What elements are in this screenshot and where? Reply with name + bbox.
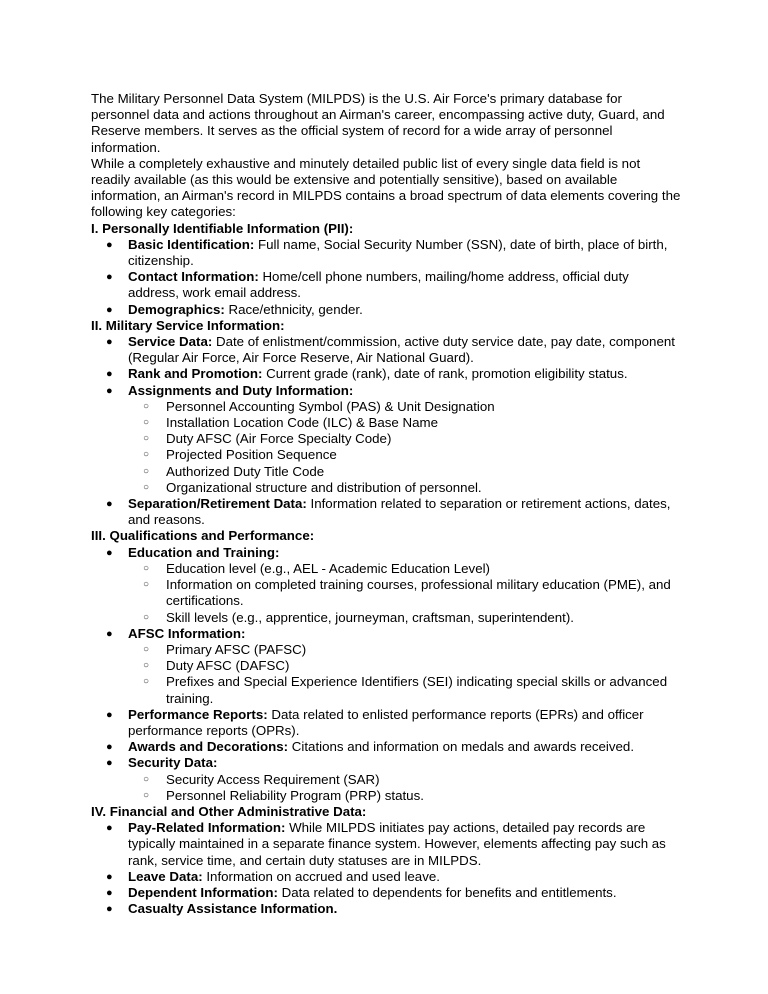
document-page (91, 91, 681, 917)
bullet-icon: ● (106, 903, 113, 916)
section-heading: III. Qualifications and Performance: (91, 528, 315, 544)
sub-item-text: Personnel Reliability Program (PRP) status. (166, 787, 424, 803)
circle-bullet-icon: ○ (143, 481, 150, 493)
list-item (91, 545, 681, 626)
list-item (91, 755, 681, 804)
bullet-icon: ● (106, 870, 113, 883)
section-heading: I. Personally Identifiable Information (PII): (91, 220, 354, 236)
sub-item-text: Duty AFSC (Air Force Specialty Code) (166, 431, 392, 447)
circle-bullet-icon: ○ (143, 676, 150, 688)
item-label: Rank and Promotion: (128, 366, 263, 382)
sub-bullet-list (128, 561, 681, 626)
item-label: Assignments and Duty Information: (128, 382, 354, 398)
sub-list-item (128, 464, 681, 480)
sub-item-text: Education level (e.g., AEL - Academic Education Level) (166, 560, 490, 576)
bullet-list (91, 237, 681, 318)
sub-list-item (128, 399, 681, 415)
item-label: Contact Information: (128, 269, 259, 285)
sub-bullet-list (128, 642, 681, 707)
bullet-icon: ● (106, 498, 113, 511)
sub-item-text: Security Access Requirement (SAR) (166, 771, 380, 787)
sub-list-item (128, 674, 681, 706)
bullet-icon: ● (106, 271, 113, 284)
sub-list-item (128, 480, 681, 496)
item-label: Pay-Related Information: (128, 820, 286, 836)
item-text: Date of enlistment/commission, active duty service date, pay date, component (Regular Air Force, Air Force Reserve, Air National Guard). (128, 334, 675, 366)
item-label: Education and Training: (128, 544, 280, 560)
list-item (91, 334, 681, 366)
sub-list-item (128, 642, 681, 658)
list-item (91, 496, 681, 528)
sub-list-item (128, 577, 681, 609)
circle-bullet-icon: ○ (143, 433, 150, 445)
bullet-icon: ● (106, 546, 113, 559)
circle-bullet-icon: ○ (143, 579, 150, 591)
sub-item-text: Primary AFSC (PAFSC) (166, 641, 307, 657)
list-item (91, 269, 681, 301)
circle-bullet-icon: ○ (143, 789, 150, 801)
sub-list-item (128, 415, 681, 431)
sub-item-text: Skill levels (e.g., apprentice, journeyman, craftsman, superintendent). (166, 609, 574, 625)
item-text: Data related to enlisted performance reports (EPRs) and officer performance reports (OPRs). (128, 706, 644, 738)
item-text: Home/cell phone numbers, mailing/home address, official duty address, work email address. (128, 269, 629, 301)
bullet-icon: ● (106, 384, 113, 397)
section-heading: II. Military Service Information: (91, 317, 285, 333)
circle-bullet-icon: ○ (143, 611, 150, 623)
bullet-icon: ● (106, 368, 113, 381)
list-item (91, 869, 681, 885)
sub-list-item (128, 431, 681, 447)
sub-item-text: Projected Position Sequence (166, 447, 337, 463)
list-item (91, 366, 681, 382)
circle-bullet-icon: ○ (143, 562, 150, 574)
item-label: Security Data: (128, 755, 218, 771)
circle-bullet-icon: ○ (143, 660, 150, 672)
bullet-icon: ● (106, 757, 113, 770)
sub-item-text: Prefixes and Special Experience Identifiers (SEI) indicating special skills or advanced training. (166, 674, 668, 706)
list-item (91, 626, 681, 707)
list-item (91, 739, 681, 755)
bullet-icon: ● (106, 238, 113, 251)
bullet-icon: ● (106, 708, 113, 721)
bullet-icon: ● (106, 822, 113, 835)
item-text: Citations and information on medals and awards received. (288, 739, 635, 755)
item-label: Dependent Information: (128, 884, 278, 900)
list-item (91, 707, 681, 739)
bullet-icon: ● (106, 336, 113, 349)
sub-list-item (128, 610, 681, 626)
item-text: Current grade (rank), date of rank, promotion eligibility status. (262, 366, 628, 382)
circle-bullet-icon: ○ (143, 643, 150, 655)
bullet-icon: ● (106, 627, 113, 640)
list-item (91, 302, 681, 318)
item-label: Leave Data: (128, 868, 203, 884)
circle-bullet-icon: ○ (143, 417, 150, 429)
bullet-icon: ● (106, 886, 113, 899)
sub-item-text: Organizational structure and distribution of personnel. (166, 479, 482, 495)
intro-paragraph: The Military Personnel Data System (MILPDS) is the U.S. Air Force's primary database for personnel data and actions throughout an Airman's career, encompassing active duty, Guard, and Reserve members. It serves as the official system of record for a wide array of personnel information. (91, 91, 665, 155)
sub-item-text: Information on completed training courses, professional military education (PME), and certifications. (166, 577, 671, 609)
intro-paragraph: While a completely exhaustive and minutely detailed public list of every single data field is not readily available (as this would be extensive and potentially sensitive), based on available information, an Airman's record in MILPDS contains a broad spectrum of data elements covering the following key categories: (91, 155, 681, 220)
sub-item-text: Personnel Accounting Symbol (PAS) & Unit Designation (166, 398, 495, 414)
item-label: Awards and Decorations: (128, 739, 289, 755)
item-label: AFSC Information: (128, 625, 246, 641)
sub-list-item (128, 788, 681, 804)
item-label: Basic Identification: (128, 236, 255, 252)
sub-list-item (128, 658, 681, 674)
sub-list-item (128, 447, 681, 463)
bullet-icon: ● (106, 741, 113, 754)
item-label: Service Data: (128, 334, 213, 350)
sub-item-text: Duty AFSC (DAFSC) (166, 658, 290, 674)
sub-list-item (128, 772, 681, 788)
item-label: Separation/Retirement Data: (128, 496, 307, 512)
circle-bullet-icon: ○ (143, 773, 150, 785)
bullet-icon: ● (106, 303, 113, 316)
bullet-list (91, 545, 681, 804)
item-text: While MILPDS initiates pay actions, detailed pay records are typically maintained in a separate finance system. However, elements affecting pay such as rank, service time, and certain duty statuses are in MILPDS. (128, 820, 666, 868)
sub-item-text: Installation Location Code (ILC) & Base Name (166, 415, 438, 431)
bullet-list (91, 820, 681, 917)
sub-bullet-list (128, 399, 681, 496)
item-label: Demographics: (128, 301, 225, 317)
item-text: Full name, Social Security Number (SSN), date of birth, place of birth, citizenship. (128, 236, 668, 269)
item-label: Casualty Assistance Information. (128, 901, 338, 917)
item-text: Information related to separation or retirement actions, dates, and reasons. (128, 496, 671, 528)
circle-bullet-icon: ○ (143, 449, 150, 461)
item-text: Race/ethnicity, gender. (224, 301, 363, 317)
sub-bullet-list (128, 772, 681, 804)
sub-list-item (128, 561, 681, 577)
list-item (91, 237, 681, 269)
circle-bullet-icon: ○ (143, 465, 150, 477)
list-item (91, 901, 681, 917)
list-item (91, 383, 681, 496)
section-heading: IV. Financial and Other Administrative Data: (91, 803, 367, 819)
sub-item-text: Authorized Duty Title Code (166, 463, 325, 479)
circle-bullet-icon: ○ (143, 400, 150, 412)
item-text: Data related to dependents for benefits and entitlements. (277, 884, 617, 900)
bullet-list (91, 334, 681, 528)
item-text: Information on accrued and used leave. (202, 868, 440, 884)
item-label: Performance Reports: (128, 706, 268, 722)
list-item (91, 820, 681, 869)
list-item (91, 885, 681, 901)
